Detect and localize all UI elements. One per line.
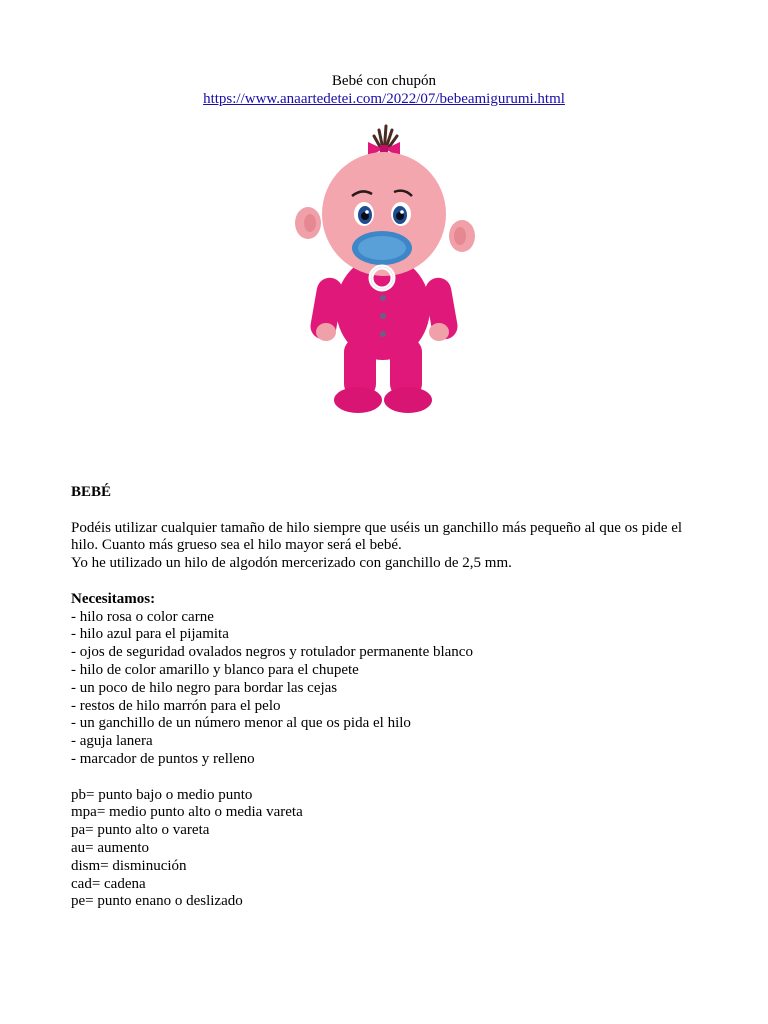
amigurumi-baby-photo: [286, 118, 482, 418]
list-item: - restos de hilo marrón para el pelo: [71, 697, 281, 714]
list-item: - hilo rosa o color carne: [71, 608, 214, 625]
list-item: pa= punto alto o vareta: [71, 822, 210, 839]
list-item: - un ganchillo de un número menor al que os pida el hilo: [71, 715, 411, 732]
list-item: pe= punto enano o deslizado: [71, 893, 243, 910]
list-item: - ojos de seguridad ovalados negros y rotulador permanente blanco: [71, 644, 473, 661]
list-item: - hilo azul para el pijamita: [71, 626, 229, 643]
document-header: [0, 73, 768, 109]
document-title: Bebé con chupón: [331, 73, 437, 89]
intro-paragraph: Yo he utilizado un hilo de algodón mercerizado con ganchillo de 2,5 mm.: [71, 555, 512, 572]
document-body: [71, 484, 701, 911]
list-item: - un poco de hilo negro para bordar las cejas: [71, 679, 338, 696]
list-item: - aguja lanera: [71, 733, 153, 750]
list-item: dism= disminución: [71, 857, 187, 874]
list-item: - hilo de color amarillo y blanco para el chupete: [71, 661, 359, 678]
list-item: cad= cadena: [71, 875, 146, 892]
materials-title: Necesitamos:: [71, 590, 156, 607]
abbreviations-list: [71, 787, 701, 912]
list-item: pb= punto bajo o medio punto: [71, 786, 253, 803]
section-title: BEBÉ: [71, 484, 112, 500]
source-link[interactable]: https://www.anaartedetei.com/2022/07/bebeamigurumi.html: [203, 90, 565, 107]
list-item: au= aumento: [71, 839, 150, 856]
materials-list: [71, 609, 701, 769]
list-item: - marcador de puntos y relleno: [71, 750, 255, 767]
intro-paragraph: Podéis utilizar cualquier tamaño de hilo siempre que uséis un ganchillo más pequeño al que os pide el hilo. Cuanto más grueso sea el hilo mayor será el bebé.: [71, 519, 683, 554]
list-item: mpa= medio punto alto o media vareta: [71, 804, 303, 821]
